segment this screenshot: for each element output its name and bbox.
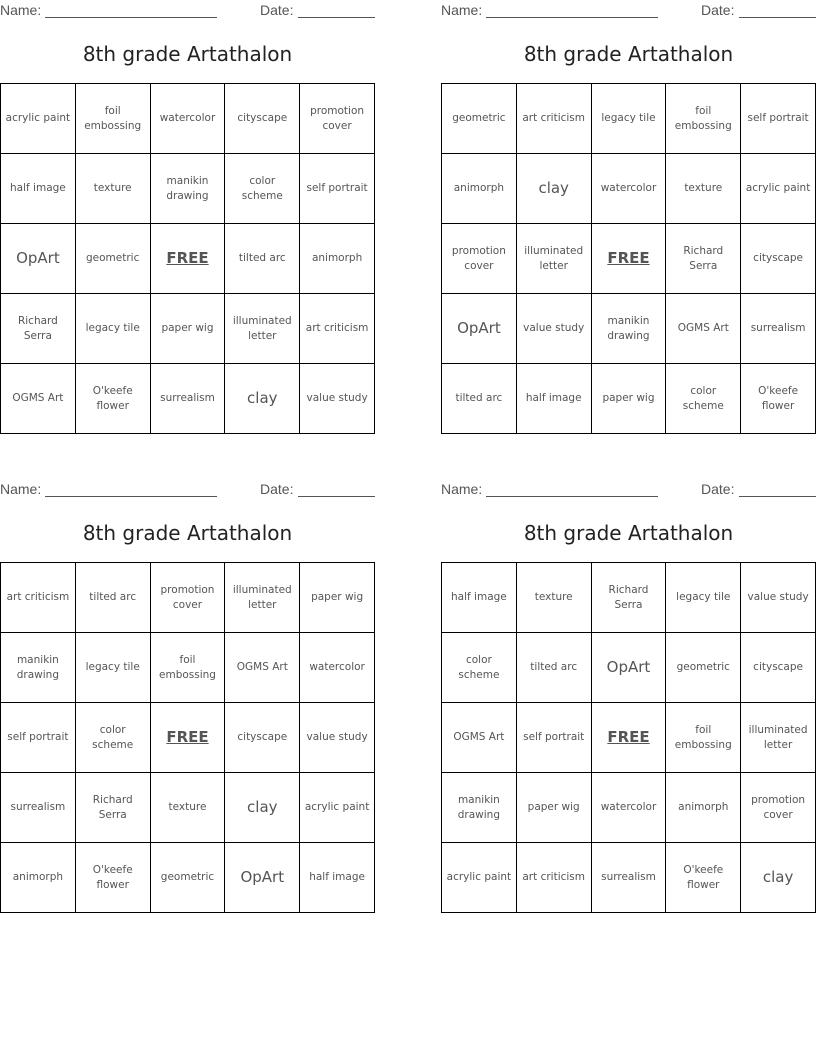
bingo-cell: manikin drawing [1, 633, 76, 703]
bingo-card [0, 0, 375, 435]
bingo-cell: clay [225, 773, 300, 843]
bingo-cell: tilted arc [517, 633, 592, 703]
bingo-cell: value study [741, 563, 816, 633]
free-space-cell: FREE [592, 224, 667, 294]
name-label: Name: [0, 2, 42, 18]
card-header [0, 481, 375, 499]
bingo-cell: acrylic paint [442, 843, 517, 913]
bingo-cell: clay [741, 843, 816, 913]
card-title: 8th grade Artathalon [523, 42, 734, 66]
bingo-cell: acrylic paint [1, 84, 76, 154]
bingo-cell: manikin drawing [151, 154, 226, 224]
bingo-cell: geometric [76, 224, 151, 294]
bingo-cell: art criticism [517, 84, 592, 154]
bingo-cell: Richard Serra [592, 563, 667, 633]
bingo-cell: watercolor [300, 633, 375, 703]
bingo-cell: cityscape [225, 84, 300, 154]
bingo-cell: watercolor [151, 84, 226, 154]
date-label: Date: [260, 481, 294, 497]
bingo-grid [0, 562, 375, 913]
bingo-cell: self portrait [1, 703, 76, 773]
bingo-cell: illuminated letter [225, 563, 300, 633]
bingo-cell: half image [442, 563, 517, 633]
bingo-cell: watercolor [592, 773, 667, 843]
bingo-cell: art criticism [517, 843, 592, 913]
bingo-cell: tilted arc [225, 224, 300, 294]
name-label: Name: [441, 2, 483, 18]
date-label: Date: [701, 2, 735, 18]
bingo-cell: value study [300, 703, 375, 773]
bingo-cell: cityscape [741, 224, 816, 294]
bingo-cell: half image [300, 843, 375, 913]
bingo-card [0, 479, 375, 914]
name-line [45, 17, 217, 18]
bingo-cell: half image [517, 364, 592, 434]
bingo-cell: promotion cover [741, 773, 816, 843]
bingo-cell: geometric [666, 633, 741, 703]
bingo-cell: texture [151, 773, 226, 843]
bingo-cell: paper wig [151, 294, 226, 364]
bingo-cell: half image [1, 154, 76, 224]
bingo-cell: cityscape [741, 633, 816, 703]
date-line [298, 496, 375, 497]
bingo-grid [441, 83, 816, 434]
card-title: 8th grade Artathalon [523, 521, 734, 545]
bingo-cell: illuminated letter [225, 294, 300, 364]
bingo-cell: legacy tile [666, 563, 741, 633]
bingo-cell: legacy tile [76, 294, 151, 364]
bingo-cell: texture [76, 154, 151, 224]
bingo-cell: self portrait [517, 703, 592, 773]
bingo-cell: legacy tile [76, 633, 151, 703]
bingo-cell: paper wig [300, 563, 375, 633]
date-label: Date: [701, 481, 735, 497]
bingo-cell: animorph [300, 224, 375, 294]
bingo-cell: cityscape [225, 703, 300, 773]
bingo-cell: animorph [442, 154, 517, 224]
bingo-cell: OGMS Art [1, 364, 76, 434]
bingo-cell: value study [300, 364, 375, 434]
bingo-cell: O'keefe flower [76, 843, 151, 913]
bingo-cell: foil embossing [151, 633, 226, 703]
bingo-cell: color scheme [666, 364, 741, 434]
bingo-cell: promotion cover [442, 224, 517, 294]
bingo-cell: acrylic paint [300, 773, 375, 843]
bingo-cell: tilted arc [76, 563, 151, 633]
card-title: 8th grade Artathalon [82, 42, 293, 66]
bingo-cell: O'keefe flower [741, 364, 816, 434]
bingo-cell: self portrait [300, 154, 375, 224]
bingo-cell: clay [517, 154, 592, 224]
date-label: Date: [260, 2, 294, 18]
bingo-cell: texture [517, 563, 592, 633]
card-header [441, 2, 816, 20]
bingo-cell: surrealism [151, 364, 226, 434]
bingo-cell: legacy tile [592, 84, 667, 154]
bingo-cell: foil embossing [76, 84, 151, 154]
bingo-cell: promotion cover [151, 563, 226, 633]
bingo-card [441, 0, 816, 435]
card-header [0, 2, 375, 20]
bingo-cell: O'keefe flower [666, 843, 741, 913]
bingo-cell: Richard Serra [1, 294, 76, 364]
name-line [45, 496, 217, 497]
bingo-cell: foil embossing [666, 703, 741, 773]
bingo-grid [0, 83, 375, 434]
bingo-cell: art criticism [300, 294, 375, 364]
bingo-cell: art criticism [1, 563, 76, 633]
bingo-cell: geometric [151, 843, 226, 913]
name-label: Name: [0, 481, 42, 497]
bingo-cell: foil embossing [666, 84, 741, 154]
name-label: Name: [441, 481, 483, 497]
bingo-card [441, 479, 816, 914]
bingo-grid [441, 562, 816, 913]
name-line [486, 496, 658, 497]
bingo-cell: OGMS Art [666, 294, 741, 364]
bingo-cell: Richard Serra [76, 773, 151, 843]
bingo-cell: OGMS Art [225, 633, 300, 703]
bingo-cell: surrealism [1, 773, 76, 843]
bingo-cell: OpArt [442, 294, 517, 364]
bingo-cell: Richard Serra [666, 224, 741, 294]
bingo-cell: surrealism [741, 294, 816, 364]
date-line [739, 17, 816, 18]
bingo-cell: manikin drawing [592, 294, 667, 364]
free-space-cell: FREE [151, 224, 226, 294]
bingo-cell: manikin drawing [442, 773, 517, 843]
bingo-cell: OpArt [592, 633, 667, 703]
bingo-cell: texture [666, 154, 741, 224]
bingo-cell: OGMS Art [442, 703, 517, 773]
bingo-cell: color scheme [442, 633, 517, 703]
card-title: 8th grade Artathalon [82, 521, 293, 545]
free-space-cell: FREE [592, 703, 667, 773]
date-line [298, 17, 375, 18]
bingo-cell: OpArt [225, 843, 300, 913]
free-space-cell: FREE [151, 703, 226, 773]
bingo-cell: surrealism [592, 843, 667, 913]
bingo-cell: animorph [1, 843, 76, 913]
bingo-cell: paper wig [592, 364, 667, 434]
bingo-cell: value study [517, 294, 592, 364]
bingo-cell: color scheme [225, 154, 300, 224]
bingo-cell: paper wig [517, 773, 592, 843]
bingo-cell: watercolor [592, 154, 667, 224]
bingo-cell: animorph [666, 773, 741, 843]
card-header [441, 481, 816, 499]
bingo-cell: acrylic paint [741, 154, 816, 224]
bingo-cell: tilted arc [442, 364, 517, 434]
bingo-cell: illuminated letter [741, 703, 816, 773]
bingo-cell: clay [225, 364, 300, 434]
bingo-cell: illuminated letter [517, 224, 592, 294]
bingo-cell: O'keefe flower [76, 364, 151, 434]
bingo-cell: color scheme [76, 703, 151, 773]
name-line [486, 17, 658, 18]
bingo-cell: geometric [442, 84, 517, 154]
bingo-cell: OpArt [1, 224, 76, 294]
date-line [739, 496, 816, 497]
bingo-cell: promotion cover [300, 84, 375, 154]
bingo-cell: self portrait [741, 84, 816, 154]
